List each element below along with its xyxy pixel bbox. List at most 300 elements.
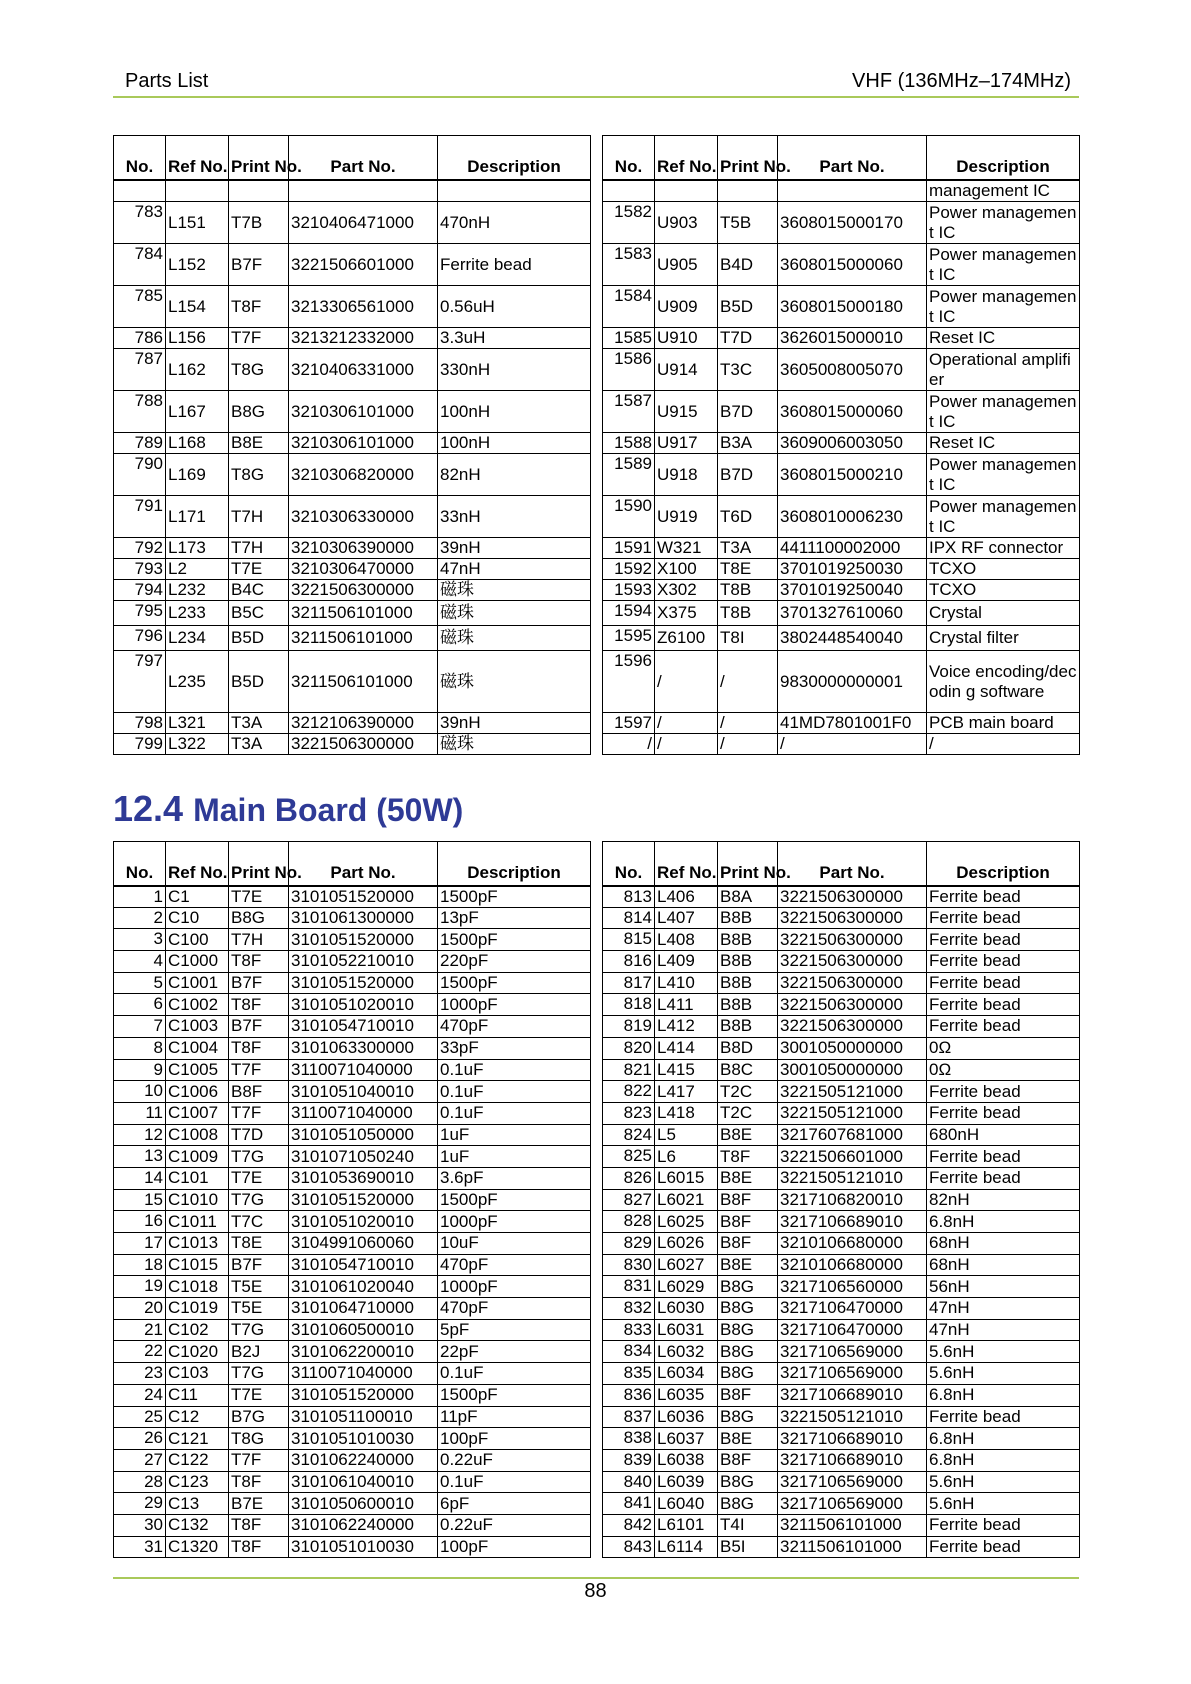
row-no: 837 xyxy=(603,1406,655,1428)
row-no: 1585 xyxy=(603,328,655,349)
table-row xyxy=(114,1298,591,1320)
row-no: 31 xyxy=(114,1536,166,1558)
ref-no: L2 xyxy=(166,559,229,580)
print-no: T3C xyxy=(718,349,778,391)
row-no: 828 xyxy=(603,1211,655,1233)
description: 22pF xyxy=(438,1341,591,1363)
table-row xyxy=(114,1471,591,1493)
table-row xyxy=(114,1254,591,1276)
ref-no: C1013 xyxy=(166,1233,229,1255)
part-no: 3217106689010 xyxy=(778,1211,927,1233)
print-no: B2J xyxy=(229,1341,289,1363)
table-row xyxy=(114,1124,591,1146)
ref-no: C13 xyxy=(166,1493,229,1515)
ref-no: L6114 xyxy=(655,1536,718,1558)
table-row xyxy=(603,391,1080,433)
part-no: 3110071040000 xyxy=(289,1059,438,1081)
col-part-no-header: Part No. xyxy=(778,136,927,180)
ref-no: X375 xyxy=(655,601,718,626)
table-row xyxy=(114,1016,591,1038)
part-no: 3211506101000 xyxy=(778,1536,927,1558)
table-row xyxy=(114,454,591,496)
description: PCB main board xyxy=(927,713,1080,734)
print-no: B5D xyxy=(229,626,289,651)
ref-no: L232 xyxy=(166,580,229,601)
print-no: B8E xyxy=(718,1167,778,1189)
description: Reset IC xyxy=(927,328,1080,349)
ref-no: L156 xyxy=(166,328,229,349)
part-no: 3213306561000 xyxy=(289,286,438,328)
print-no: T7H xyxy=(229,538,289,559)
ref-no: L409 xyxy=(655,951,718,973)
print-no: T7B xyxy=(229,202,289,244)
print-no: T5E xyxy=(229,1298,289,1320)
description: Ferrite bead xyxy=(927,1167,1080,1189)
ref-no: L406 xyxy=(655,886,718,908)
table-row xyxy=(603,1189,1080,1211)
part-no: 3101054710010 xyxy=(289,1254,438,1276)
description: 磁珠 xyxy=(438,651,591,713)
part-no: 4411100002000 xyxy=(778,538,927,559)
description: Crystal xyxy=(927,601,1080,626)
table-row xyxy=(114,496,591,538)
row-no: 17 xyxy=(114,1233,166,1255)
description: Ferrite bead xyxy=(927,1406,1080,1428)
col-description-header: Description xyxy=(438,842,591,886)
part-no: 3101051020010 xyxy=(289,1211,438,1233)
table-row xyxy=(603,1341,1080,1363)
description: 1500pF xyxy=(438,1384,591,1406)
description: Ferrite bead xyxy=(927,994,1080,1016)
ref-no: C100 xyxy=(166,929,229,951)
ref-no: C102 xyxy=(166,1319,229,1341)
col-part-no-header: Part No. xyxy=(778,842,927,886)
part-no: 3101060500010 xyxy=(289,1319,438,1341)
row-no: 786 xyxy=(114,328,166,349)
print-no: B8E xyxy=(718,1428,778,1450)
table-row xyxy=(114,1059,591,1081)
description: 0.1uF xyxy=(438,1102,591,1124)
row-no: 5 xyxy=(114,972,166,994)
ref-no: L6025 xyxy=(655,1211,718,1233)
description: Power management IC xyxy=(927,391,1080,433)
description: Reset IC xyxy=(927,433,1080,454)
row-no: 820 xyxy=(603,1037,655,1059)
row-no: 25 xyxy=(114,1406,166,1428)
part-no: 3101051520000 xyxy=(289,972,438,994)
table-row xyxy=(114,349,591,391)
table-row xyxy=(603,1059,1080,1081)
row-no: 1593 xyxy=(603,580,655,601)
ref-no: L418 xyxy=(655,1102,718,1124)
row-no: 834 xyxy=(603,1341,655,1363)
col-ref-no-header: Ref No. xyxy=(655,136,718,180)
print-no: T3A xyxy=(229,734,289,755)
part-no: 3210306470000 xyxy=(289,559,438,580)
table-row xyxy=(603,1276,1080,1298)
print-no: T7H xyxy=(229,929,289,951)
table-row xyxy=(114,1233,591,1255)
description: 0.1uF xyxy=(438,1363,591,1385)
row-no: 22 xyxy=(114,1341,166,1363)
ref-no: L168 xyxy=(166,433,229,454)
row-no: 1592 xyxy=(603,559,655,580)
part-no: 3221505121010 xyxy=(778,1167,927,1189)
ref-no: / xyxy=(655,734,718,755)
header-band: VHF (136MHz–174MHz) xyxy=(852,70,1071,92)
description: Ferrite bead xyxy=(438,244,591,286)
table-row xyxy=(603,202,1080,244)
col-print-no-header: Print No. xyxy=(718,842,778,886)
table-row xyxy=(603,1319,1080,1341)
part-no xyxy=(778,180,927,202)
row-no: 796 xyxy=(114,626,166,651)
part-no: 3221506601000 xyxy=(778,1146,927,1168)
row-no: 826 xyxy=(603,1167,655,1189)
part-no: 3217607681000 xyxy=(778,1124,927,1146)
table-row xyxy=(603,1233,1080,1255)
part-no: 3221506300000 xyxy=(289,580,438,601)
row-no: 791 xyxy=(114,496,166,538)
table-row xyxy=(114,734,591,755)
ref-no: L154 xyxy=(166,286,229,328)
row-no: 783 xyxy=(114,202,166,244)
print-no: T8F xyxy=(229,286,289,328)
ref-no xyxy=(166,180,229,202)
section-title-text: Main Board (50W) xyxy=(193,792,464,828)
print-no: T8G xyxy=(229,1428,289,1450)
part-no: 3217106689010 xyxy=(778,1384,927,1406)
row-no: 785 xyxy=(114,286,166,328)
ref-no: L6039 xyxy=(655,1471,718,1493)
row-no: 16 xyxy=(114,1211,166,1233)
ref-no: L417 xyxy=(655,1081,718,1103)
description: 0.1uF xyxy=(438,1081,591,1103)
description: Power management IC xyxy=(927,454,1080,496)
description: 5.6nH xyxy=(927,1493,1080,1515)
ref-no: C1000 xyxy=(166,951,229,973)
print-no: B8E xyxy=(229,433,289,454)
part-no: 3101061020040 xyxy=(289,1276,438,1298)
ref-no: C1020 xyxy=(166,1341,229,1363)
ref-no: W321 xyxy=(655,538,718,559)
description: 1000pF xyxy=(438,994,591,1016)
row-no: 23 xyxy=(114,1363,166,1385)
part-no: 3221506300000 xyxy=(778,886,927,908)
part-no: 3211506101000 xyxy=(289,651,438,713)
row-no: 815 xyxy=(603,929,655,951)
print-no: B8F xyxy=(718,1211,778,1233)
print-no: T7C xyxy=(229,1211,289,1233)
description: Ferrite bead xyxy=(927,1102,1080,1124)
description: 1000pF xyxy=(438,1211,591,1233)
print-no: T7F xyxy=(229,328,289,349)
description: Ferrite bead xyxy=(927,1146,1080,1168)
description: 82nH xyxy=(927,1189,1080,1211)
print-no: B8G xyxy=(718,1319,778,1341)
row-no: 822 xyxy=(603,1081,655,1103)
description: 470pF xyxy=(438,1016,591,1038)
description: 100pF xyxy=(438,1536,591,1558)
print-no: / xyxy=(718,734,778,755)
part-no: 3217106569000 xyxy=(778,1493,927,1515)
part-no: 3608015000180 xyxy=(778,286,927,328)
description: 1500pF xyxy=(438,1189,591,1211)
print-no: B8G xyxy=(718,1363,778,1385)
description: 470pF xyxy=(438,1298,591,1320)
row-no: 787 xyxy=(114,349,166,391)
part-no: 3210306101000 xyxy=(289,433,438,454)
part-no: 3217106820010 xyxy=(778,1189,927,1211)
print-no: B8G xyxy=(718,1493,778,1515)
table-row xyxy=(114,929,591,951)
print-no: T3A xyxy=(718,538,778,559)
row-no: 818 xyxy=(603,994,655,1016)
ref-no: L6036 xyxy=(655,1406,718,1428)
row-no: 13 xyxy=(114,1146,166,1168)
print-no: / xyxy=(718,713,778,734)
print-no: B7D xyxy=(718,391,778,433)
ref-no: C1005 xyxy=(166,1059,229,1081)
description: 39nH xyxy=(438,713,591,734)
table-row xyxy=(114,1384,591,1406)
description: 47nH xyxy=(927,1319,1080,1341)
table-row xyxy=(114,538,591,559)
row-no: 788 xyxy=(114,391,166,433)
ref-no: C121 xyxy=(166,1428,229,1450)
part-no: 3212106390000 xyxy=(289,713,438,734)
table-row xyxy=(603,433,1080,454)
table-row xyxy=(603,626,1080,651)
part-no: 3608015000170 xyxy=(778,202,927,244)
part-no: 3211506101000 xyxy=(289,626,438,651)
part-no: 3221506601000 xyxy=(289,244,438,286)
print-no: T4I xyxy=(718,1514,778,1536)
table-row xyxy=(603,601,1080,626)
part-no: 3210106680000 xyxy=(778,1233,927,1255)
description: 39nH xyxy=(438,538,591,559)
section-number: 12.4 xyxy=(113,788,184,829)
ref-no: U905 xyxy=(655,244,718,286)
ref-no: L415 xyxy=(655,1059,718,1081)
print-no: B8C xyxy=(718,1059,778,1081)
parts-table-1 xyxy=(113,135,1079,755)
part-no: 3221506300000 xyxy=(778,972,927,994)
ref-no: L235 xyxy=(166,651,229,713)
part-no: 41MD7801001F0 xyxy=(778,713,927,734)
description: TCXO xyxy=(927,580,1080,601)
row-no: / xyxy=(603,734,655,755)
part-no: 3701019250030 xyxy=(778,559,927,580)
part-no: 3101062240000 xyxy=(289,1514,438,1536)
table-row xyxy=(114,433,591,454)
row-no: 1584 xyxy=(603,286,655,328)
part-no: 3104991060060 xyxy=(289,1233,438,1255)
row-no: 15 xyxy=(114,1189,166,1211)
header-divider xyxy=(113,96,1079,98)
description: 0.1uF xyxy=(438,1471,591,1493)
print-no: T7E xyxy=(229,886,289,908)
row-no: 843 xyxy=(603,1536,655,1558)
ref-no: L411 xyxy=(655,994,718,1016)
row-no: 830 xyxy=(603,1254,655,1276)
row-no: 1596 xyxy=(603,651,655,713)
description: 1uF xyxy=(438,1146,591,1168)
description: Ferrite bead xyxy=(927,907,1080,929)
ref-no: C1010 xyxy=(166,1189,229,1211)
description: Voice encoding/decodin g software xyxy=(927,651,1080,713)
description: Ferrite bead xyxy=(927,1536,1080,1558)
row-no: 8 xyxy=(114,1037,166,1059)
col-print-no-header: Print No. xyxy=(229,136,289,180)
table-row xyxy=(603,929,1080,951)
table-row xyxy=(114,601,591,626)
ref-no: L5 xyxy=(655,1124,718,1146)
print-no: T8F xyxy=(718,1146,778,1168)
description: 100pF xyxy=(438,1428,591,1450)
ref-no: L6031 xyxy=(655,1319,718,1341)
ref-no: C1320 xyxy=(166,1536,229,1558)
row-no: 11 xyxy=(114,1102,166,1124)
table-row xyxy=(603,734,1080,755)
row-no: 839 xyxy=(603,1449,655,1471)
table-row xyxy=(603,496,1080,538)
print-no: T5E xyxy=(229,1276,289,1298)
description: Crystal filter xyxy=(927,626,1080,651)
description: 470pF xyxy=(438,1254,591,1276)
row-no: 1597 xyxy=(603,713,655,734)
row-no: 29 xyxy=(114,1493,166,1515)
ref-no: C132 xyxy=(166,1514,229,1536)
ref-no: C1011 xyxy=(166,1211,229,1233)
ref-no: L412 xyxy=(655,1016,718,1038)
row-no: 18 xyxy=(114,1254,166,1276)
description: 1500pF xyxy=(438,972,591,994)
ref-no: L6027 xyxy=(655,1254,718,1276)
col-part-no-header: Part No. xyxy=(289,136,438,180)
ref-no: C1009 xyxy=(166,1146,229,1168)
row-no: 819 xyxy=(603,1016,655,1038)
table-row xyxy=(603,1493,1080,1515)
section-heading xyxy=(113,788,463,830)
part-no: 3001050000000 xyxy=(778,1059,927,1081)
table-row xyxy=(603,907,1080,929)
table-row xyxy=(603,454,1080,496)
part-no: 3001050000000 xyxy=(778,1037,927,1059)
row-no: 842 xyxy=(603,1514,655,1536)
ref-no: L6026 xyxy=(655,1233,718,1255)
row-no: 14 xyxy=(114,1167,166,1189)
part-no: 3605008005070 xyxy=(778,349,927,391)
ref-no: X302 xyxy=(655,580,718,601)
part-no: 3608015000060 xyxy=(778,391,927,433)
description: 100nH xyxy=(438,391,591,433)
ref-no: L6040 xyxy=(655,1493,718,1515)
row-no: 1586 xyxy=(603,349,655,391)
row-no: 1583 xyxy=(603,244,655,286)
description: 470nH xyxy=(438,202,591,244)
table-row xyxy=(603,1363,1080,1385)
row-no: 20 xyxy=(114,1298,166,1320)
row-no: 1587 xyxy=(603,391,655,433)
part-no: 3101051040010 xyxy=(289,1081,438,1103)
row-no: 821 xyxy=(603,1059,655,1081)
row-no: 841 xyxy=(603,1493,655,1515)
part-no: 3221505121000 xyxy=(778,1102,927,1124)
description: 磁珠 xyxy=(438,580,591,601)
col-ref-no-header: Ref No. xyxy=(166,842,229,886)
ref-no: U909 xyxy=(655,286,718,328)
description: 13pF xyxy=(438,907,591,929)
table-row xyxy=(603,1102,1080,1124)
ref-no: C1018 xyxy=(166,1276,229,1298)
part-no: 3217106689010 xyxy=(778,1449,927,1471)
description: 5.6nH xyxy=(927,1341,1080,1363)
ref-no xyxy=(655,180,718,202)
ref-no: L6032 xyxy=(655,1341,718,1363)
table-row xyxy=(114,1102,591,1124)
table-row xyxy=(114,907,591,929)
part-no: 3609006003050 xyxy=(778,433,927,454)
table-row xyxy=(114,1406,591,1428)
table-row xyxy=(114,391,591,433)
table-row xyxy=(603,1536,1080,1558)
part-no: 3101051520000 xyxy=(289,929,438,951)
part-no: 3217106569000 xyxy=(778,1471,927,1493)
row-no: 836 xyxy=(603,1384,655,1406)
print-no: T8F xyxy=(229,951,289,973)
print-no: T8B xyxy=(718,601,778,626)
part-no: 3210306330000 xyxy=(289,496,438,538)
description: 磁珠 xyxy=(438,601,591,626)
part-no: 3101054710010 xyxy=(289,1016,438,1038)
print-no: B8G xyxy=(718,1298,778,1320)
part-no: 3101051020010 xyxy=(289,994,438,1016)
part-no: 3210306101000 xyxy=(289,391,438,433)
print-no: B8G xyxy=(718,1276,778,1298)
table-row xyxy=(603,994,1080,1016)
description: Power management IC xyxy=(927,244,1080,286)
print-no: T8F xyxy=(229,1037,289,1059)
description: 3.6pF xyxy=(438,1167,591,1189)
description: Ferrite bead xyxy=(927,1514,1080,1536)
row-no: 3 xyxy=(114,929,166,951)
ref-no: C1007 xyxy=(166,1102,229,1124)
part-no: 3101051010030 xyxy=(289,1428,438,1450)
print-no: B8A xyxy=(718,886,778,908)
part-no: 3101061300000 xyxy=(289,907,438,929)
ref-no: C1 xyxy=(166,886,229,908)
part-no: 3221506300000 xyxy=(289,734,438,755)
part-no: 3701019250040 xyxy=(778,580,927,601)
table-row xyxy=(603,1254,1080,1276)
description: 0.1uF xyxy=(438,1059,591,1081)
row-no: 823 xyxy=(603,1102,655,1124)
ref-no: U917 xyxy=(655,433,718,454)
part-no: 3101053690010 xyxy=(289,1167,438,1189)
part-no: 3101062240000 xyxy=(289,1449,438,1471)
row-no: 784 xyxy=(114,244,166,286)
description: 5.6nH xyxy=(927,1363,1080,1385)
print-no: B8B xyxy=(718,1016,778,1038)
col-ref-no-header: Ref No. xyxy=(655,842,718,886)
part-no: 3221505121000 xyxy=(778,1081,927,1103)
print-no: B5C xyxy=(229,601,289,626)
row-no: 30 xyxy=(114,1514,166,1536)
part-no: 3210306390000 xyxy=(289,538,438,559)
description: 0Ω xyxy=(927,1059,1080,1081)
print-no: T8B xyxy=(718,580,778,601)
